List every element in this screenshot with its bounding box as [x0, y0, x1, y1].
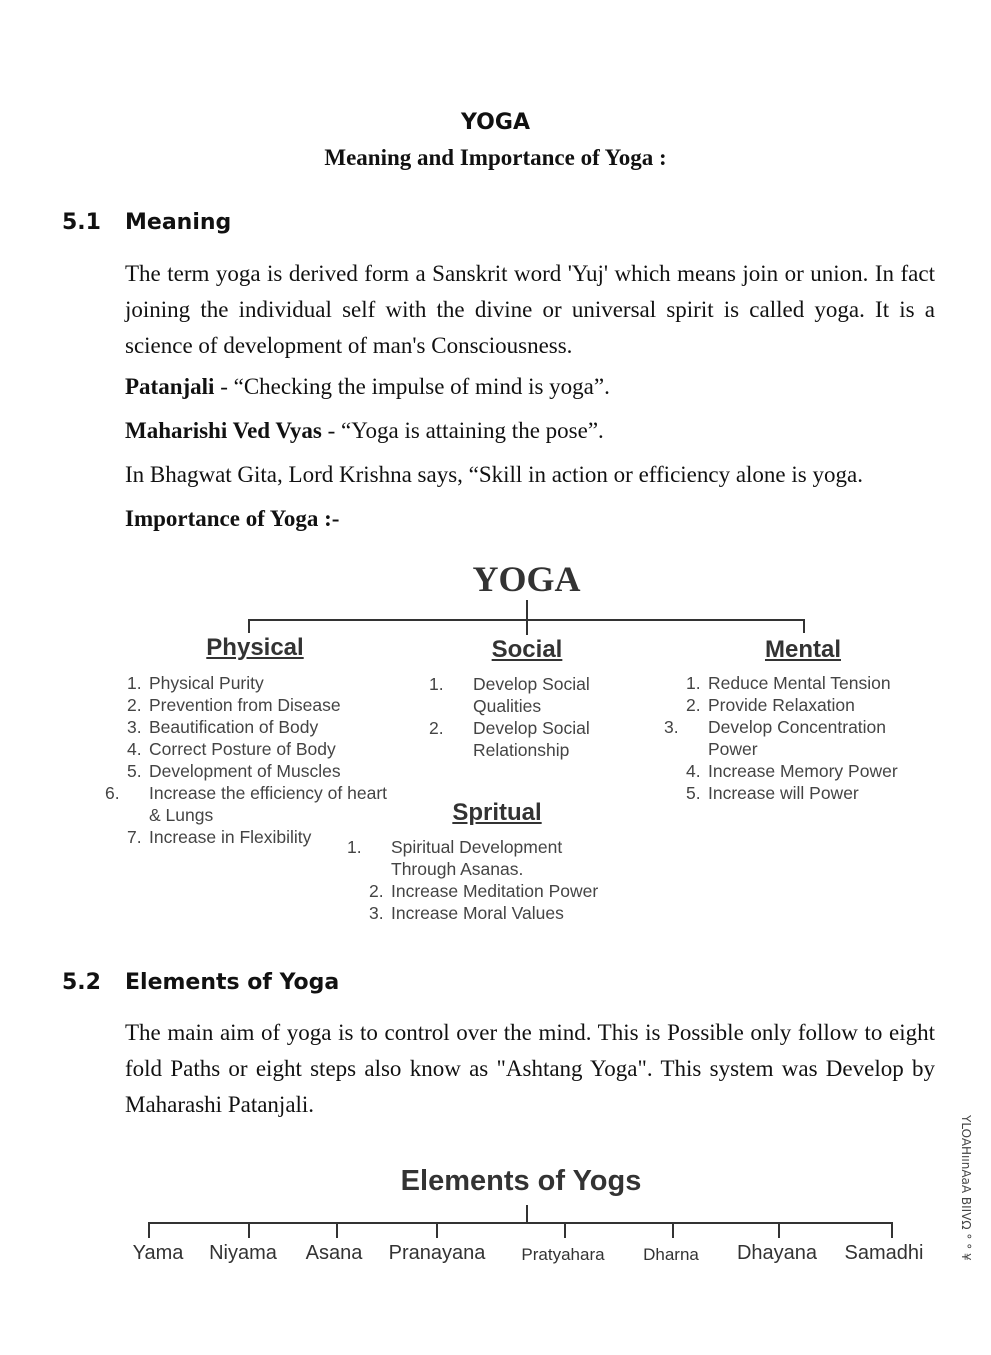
connector-line — [564, 1222, 566, 1238]
section-title: Meaning — [125, 210, 232, 235]
gita-quote: In Bhagwat Gita, Lord Krishna says, “Skill in action or efficiency alone is yoga. — [125, 462, 863, 487]
element-yama: Yama — [132, 1242, 184, 1264]
list-item: 6. Increase the efficiency of heart & Lungs — [105, 783, 388, 825]
list-item: 1. Reduce Mental Tension — [686, 673, 891, 693]
social-list — [429, 673, 631, 761]
connector-line — [778, 1222, 780, 1238]
connector-line — [248, 619, 250, 633]
connector-line — [436, 1222, 438, 1238]
list-item: 2. Increase Meditation Power — [369, 881, 599, 901]
list-item: 7. Increase in Flexibility — [127, 827, 312, 847]
list-item: 2. Provide Relaxation — [686, 695, 855, 715]
quote-author: Patanjali — [125, 374, 215, 399]
element-dharna: Dharna — [643, 1245, 699, 1264]
importance-label: Importance of Yoga :- — [125, 506, 340, 531]
yoga-diagram-root: YOGA — [472, 559, 581, 599]
elements-diagram-title: Elements of Yogs — [400, 1165, 642, 1197]
quote-patanjali — [125, 374, 610, 400]
element-asana: Asana — [305, 1242, 363, 1264]
section-number: 5.2 — [62, 970, 101, 995]
quote-text: - “Yoga is attaining the pose”. — [321, 418, 604, 443]
section-title: Elements of Yoga — [125, 970, 340, 995]
connector-line — [148, 1222, 893, 1224]
list-item: 5. Development of Muscles — [127, 761, 341, 781]
list-item: 2. Prevention from Disease — [127, 695, 341, 715]
element-pratyahara: Pratyahara — [521, 1245, 605, 1264]
list-item: 3. Increase Moral Values — [369, 903, 564, 923]
physical-list — [105, 672, 388, 848]
quote-vyas — [125, 418, 604, 444]
elements-paragraph: The main aim of yoga is to control over the mind. This is Possible only follow to eight fold Paths or eight steps also know as "Ashtang Yoga". This system was Develop by Maharashi Patanjali. — [125, 1020, 935, 1117]
connector-line — [891, 1222, 893, 1238]
list-item: 4. Increase Memory Power — [686, 761, 898, 781]
list-item: 2. Develop Social Relationship — [429, 718, 590, 760]
list-item: 1. Develop Social Qualities — [429, 674, 590, 716]
section-number: 5.1 — [62, 210, 101, 235]
connector-line — [526, 619, 528, 635]
connector-line — [672, 1222, 674, 1238]
connector-line — [526, 600, 528, 620]
element-pranayana: Pranayana — [388, 1242, 486, 1264]
connector-line — [148, 1222, 150, 1238]
page-subtitle: Meaning and Importance of Yoga : — [324, 145, 667, 170]
social-heading: Social — [491, 636, 563, 663]
spiritual-list — [347, 836, 639, 924]
side-margin-text: YLOAHıınAaA BIIVΩ ° ° ¥ — [959, 1115, 973, 1261]
physical-heading: Physical — [206, 634, 304, 661]
quote-author: Maharishi Ved Vyas — [125, 418, 322, 443]
element-dhayana: Dhayana — [736, 1242, 818, 1264]
connector-line — [526, 1205, 528, 1223]
list-item: 5. Increase will Power — [686, 783, 859, 803]
list-item: 1. Spiritual Development Through Asanas. — [347, 837, 563, 879]
mental-list — [664, 672, 931, 804]
element-niyama: Niyama — [209, 1242, 277, 1264]
connector-line — [336, 1222, 338, 1238]
meaning-paragraph: The term yoga is derived form a Sanskrit word 'Yuj' which means join or union. In fact joining the individual self with the divine or universal spirit is called yoga. It is a science of development of man's Consciousness. — [125, 261, 935, 358]
list-item: 4. Correct Posture of Body — [127, 739, 336, 759]
connector-line — [248, 1222, 250, 1238]
quote-text: - “Checking the impulse of mind is yoga”. — [214, 374, 610, 399]
spiritual-heading: Spritual — [452, 799, 542, 826]
connector-line — [803, 619, 805, 633]
page-title: YOGA — [461, 110, 530, 135]
element-samadhi: Samadhi — [844, 1242, 924, 1264]
mental-heading: Mental — [764, 636, 841, 663]
list-item: 3. Develop Concentration Power — [664, 717, 887, 759]
list-item: 1. Physical Purity — [127, 673, 264, 693]
list-item: 3. Beautification of Body — [127, 717, 319, 737]
